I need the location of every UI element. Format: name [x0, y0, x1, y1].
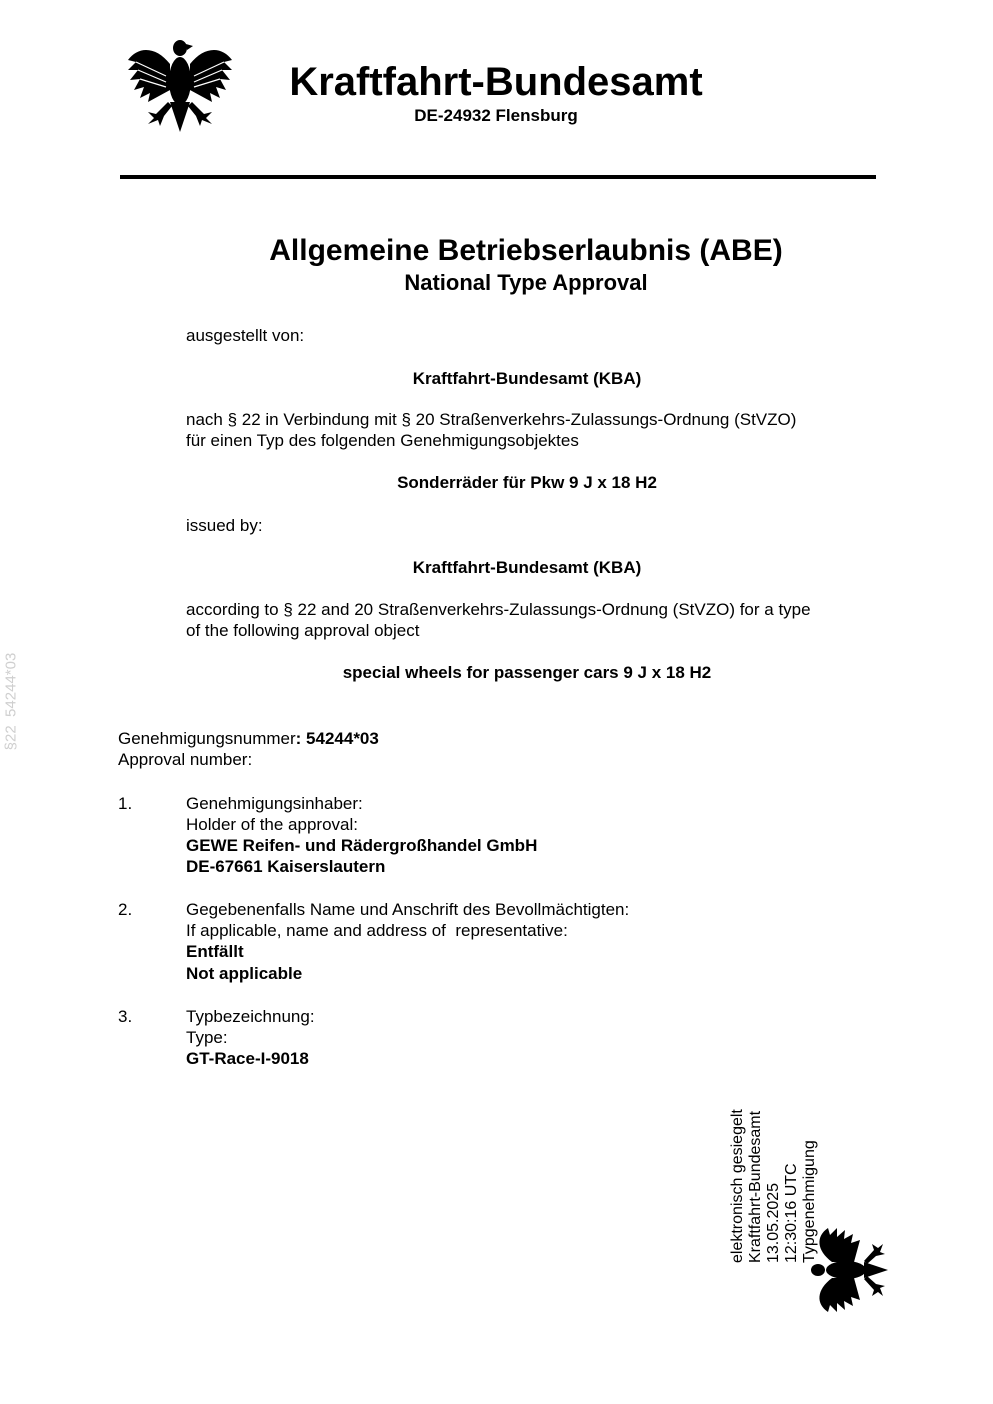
approval-object-de: Sonderräder für Pkw 9 J x 18 H2: [397, 473, 657, 492]
document-subtitle: National Type Approval: [404, 270, 648, 295]
legal-basis-de-line2: für einen Typ des folgenden Genehmigungsobjektes: [186, 431, 579, 450]
agency-name: Kraftfahrt-Bundesamt: [289, 60, 703, 104]
representative-value-de: Entfällt: [186, 942, 244, 961]
item-label-en: Type:: [186, 1028, 228, 1047]
holder-address: DE-67661 Kaiserslautern: [186, 857, 386, 876]
issued-by-label-de: ausgestellt von:: [186, 326, 305, 345]
issued-by-label-en: issued by:: [186, 516, 263, 535]
representative-value-en: Not applicable: [186, 964, 303, 983]
seal-line: 13.05.2025: [765, 1182, 782, 1263]
issuer-en: Kraftfahrt-Bundesamt (KBA): [412, 558, 642, 577]
item-number: 3.: [118, 1007, 133, 1026]
legal-basis-de-line1: nach § 22 in Verbindung mit § 20 Straßenverkehrs-Zulassungs-Ordnung (StVZO): [186, 410, 797, 429]
item-label-de: Typbezeichnung:: [186, 1007, 315, 1026]
approval-number-line: [118, 728, 379, 749]
agency-address: DE-24932 Flensburg: [414, 106, 578, 125]
legal-basis-en-line1: according to § 22 and 20 Straßenverkehrs-Zulassungs-Ordnung (StVZO) for a type: [186, 600, 811, 619]
seal-line: 12:30:16 UTC: [783, 1163, 800, 1263]
item-label-de: Genehmigungsinhaber:: [186, 794, 363, 813]
seal-line: Kraftfahrt-Bundesamt: [747, 1110, 764, 1263]
holder-name: GEWE Reifen- und Rädergroßhandel GmbH: [186, 836, 538, 855]
item-number: 1.: [118, 794, 133, 813]
approval-number-value: : 54244*03: [295, 729, 379, 748]
side-watermark: §22 54244*03: [2, 652, 20, 751]
legal-basis-en-line2: of the following approval object: [186, 621, 420, 640]
approval-number-label-de: Genehmigungsnummer: [118, 729, 296, 748]
federal-eagle-seal-icon: [806, 1228, 900, 1312]
federal-eagle-icon: [126, 36, 234, 140]
item-label-en: If applicable, name and address of representative:: [186, 921, 568, 940]
type-designation: GT-Race-I-9018: [186, 1049, 309, 1068]
item-number: 2.: [118, 900, 133, 919]
seal-line: elektronisch gesiegelt: [729, 1109, 746, 1263]
approval-number-label-en: Approval number:: [118, 750, 253, 769]
seal-line: Typgenehmigung: [801, 1140, 818, 1263]
approval-object-en: special wheels for passenger cars 9 J x 18 H2: [342, 663, 712, 682]
issuer-de: Kraftfahrt-Bundesamt (KBA): [412, 369, 642, 388]
item-label-en: Holder of the approval:: [186, 815, 358, 834]
item-label-de: Gegebenenfalls Name und Anschrift des Bevollmächtigten:: [186, 900, 630, 919]
header-divider: [120, 175, 876, 179]
document-title: Allgemeine Betriebserlaubnis (ABE): [269, 234, 783, 267]
